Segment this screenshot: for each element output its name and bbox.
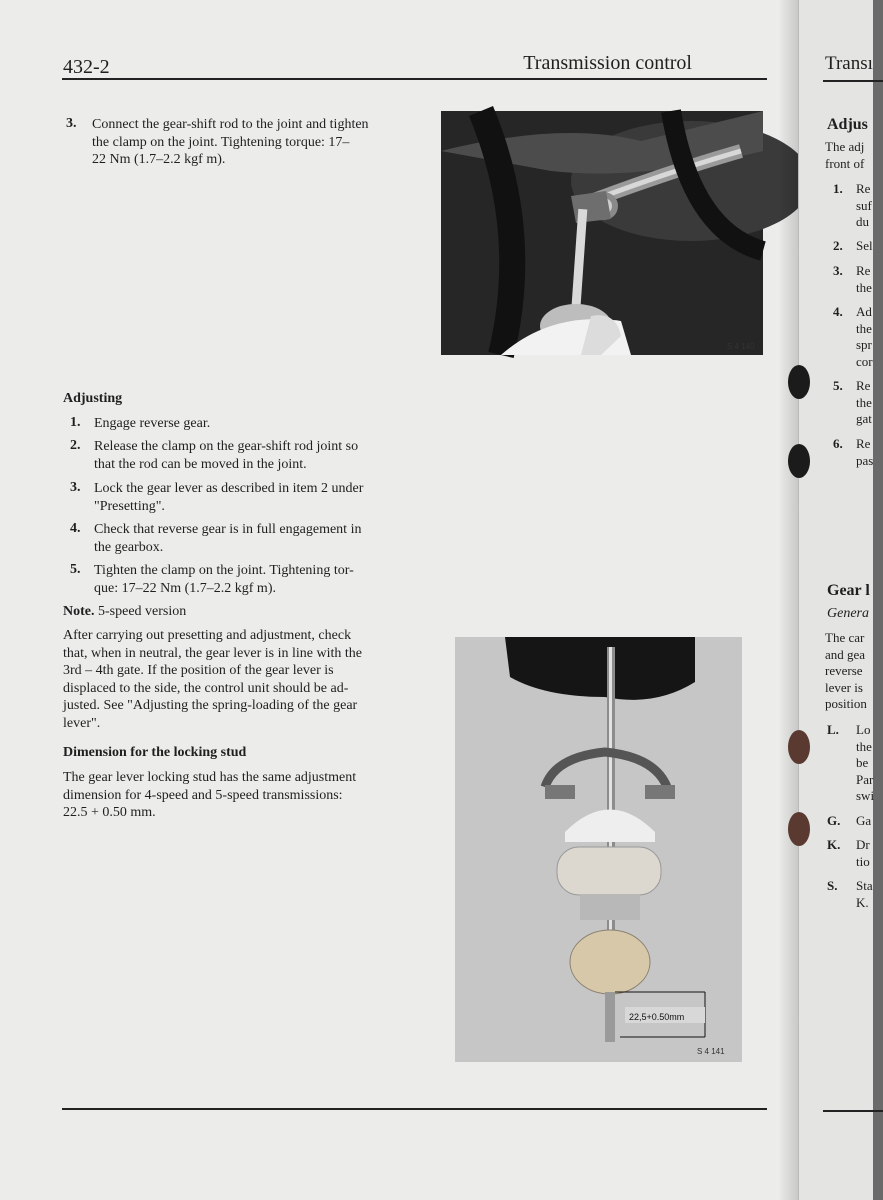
right-item-text [856, 436, 873, 469]
text-line: Connect the gear-shift rod to the joint and tighten [92, 117, 369, 132]
adjust-step5-text [94, 562, 354, 597]
header-rule [62, 78, 767, 80]
text-line: The adj [825, 139, 865, 154]
note-line [63, 603, 186, 621]
text-line: the [856, 320, 872, 336]
dimension-heading: Dimension for the locking stud [63, 745, 247, 760]
text-line: 22 Nm (1.7–2.2 kgf m). [92, 152, 226, 167]
right-item-text [856, 304, 873, 370]
text-line: suf [856, 197, 872, 213]
adjusting-heading: Adjusting [63, 391, 123, 406]
text-line: 22.5 + 0.50 mm. [63, 805, 156, 820]
right-letter: G. [827, 813, 841, 828]
text-line: Re [856, 181, 871, 196]
right-letter-text [856, 722, 874, 805]
binder-hole [788, 812, 810, 846]
text-line: position [825, 696, 867, 711]
text-line: Lock the gear lever as described in item 2 under [94, 481, 364, 496]
right-subheading: Genera [827, 606, 869, 621]
text-line: 3rd – 4th gate. If the position of the gear lever is [63, 663, 334, 678]
adjust-step5-number: 5. [70, 562, 81, 577]
text-line: displaced to the side, the control unit should be ad- [63, 680, 349, 696]
binder-hole [788, 730, 810, 764]
right-paragraph [825, 630, 867, 713]
right-header-fragment: Transı [825, 53, 873, 74]
right-letter: K. [827, 837, 841, 852]
text-line: The gear lever locking stud has the same adjustment [63, 770, 357, 785]
binder-hole [788, 365, 810, 399]
text-line: Engage reverse gear. [94, 416, 211, 431]
text-line: that, when in neutral, the gear lever is in line with the [63, 645, 362, 661]
text-line: dimension for 4-speed and 5-speed transmissions: [63, 787, 343, 803]
text-line: the gearbox. [94, 539, 164, 555]
right-letter: S. [827, 878, 838, 893]
right-letter: L. [827, 722, 839, 737]
text-line: and gea [825, 646, 866, 662]
note-label: Note. [63, 604, 95, 619]
adjust-step3-text [94, 480, 363, 515]
text-line: Dr [856, 837, 870, 852]
right-item-number: 4. [833, 304, 843, 319]
text-line: "Presetting". [94, 498, 165, 514]
right-letter-text [856, 837, 870, 870]
text-line: justed. See "Adjusting the spring-loading of the gear [63, 698, 358, 713]
text-line: tio [856, 853, 870, 869]
text-line: Par [856, 771, 874, 787]
text-line: The car [825, 630, 865, 645]
right-header-rule [823, 80, 883, 82]
text-line: the [856, 394, 872, 410]
right-item-number: 2. [833, 238, 843, 253]
dimension-paragraph [63, 769, 356, 822]
note-text: 5-speed version [98, 604, 187, 619]
text-line: the [856, 738, 872, 754]
text-line: Re [856, 378, 871, 393]
text-line: Ga [856, 813, 872, 828]
text-line: Release the clamp on the gear-shift rod joint so [94, 439, 359, 454]
photo-gearshift-joint [441, 111, 763, 355]
right-item-text [856, 263, 872, 296]
figure1-caption: S 4 140 [727, 342, 755, 351]
text-line: cor [856, 353, 873, 369]
text-line: Sta [856, 878, 873, 893]
text-line: the [856, 279, 872, 295]
text-line: Ad [856, 304, 872, 319]
right-item-text [856, 181, 872, 231]
text-line: reverse [825, 663, 863, 678]
binder-hole [788, 444, 810, 478]
right-footer-rule [823, 1110, 883, 1112]
text-line: After carrying out presetting and adjustment, check [63, 628, 352, 643]
right-item-number: 1. [833, 181, 843, 196]
text-line: spr [856, 337, 872, 352]
right-heading-gear: Gear l [827, 582, 870, 599]
right-intro [825, 139, 864, 172]
adjust-step2-text [94, 438, 358, 473]
text-line: Tighten the clamp on the joint. Tightening tor- [94, 563, 354, 578]
adjust-step1-text [94, 415, 210, 433]
text-line: be [856, 755, 869, 770]
text-line: front of [825, 155, 865, 171]
right-item-number: 6. [833, 436, 843, 451]
photo-gear-lever-locking-stud [455, 637, 742, 1062]
figure2-caption: S 4 141 [697, 1047, 725, 1056]
adjust-step3-number: 3. [70, 480, 81, 495]
after-adjustment-paragraph [63, 627, 362, 732]
step3-number: 3. [66, 116, 77, 131]
page-number: 432-2 [63, 56, 110, 78]
step3-text [92, 116, 369, 169]
text-line: lever is [825, 679, 863, 695]
text-line: du [856, 214, 869, 229]
right-item-text [856, 378, 872, 428]
right-heading-adjust: Adjus [827, 116, 868, 133]
text-line: lever". [63, 715, 101, 731]
text-line: pas [856, 452, 874, 468]
adjust-step2-number: 2. [70, 438, 81, 453]
text-line: swi [856, 788, 875, 803]
locking-stud-dimension-label: 22,5+0.50mm [629, 1012, 685, 1022]
right-page-fragment [798, 0, 873, 1200]
text-line: gat [856, 411, 872, 426]
text-line: that the rod can be moved in the joint. [94, 456, 307, 472]
adjust-step1-number: 1. [70, 415, 81, 430]
adjust-step4-number: 4. [70, 521, 81, 536]
right-item-number: 5. [833, 378, 843, 393]
right-item-number: 3. [833, 263, 843, 278]
text-line: Re [856, 436, 871, 451]
right-letter-text [856, 878, 873, 911]
right-item-text [856, 238, 873, 255]
footer-rule [62, 1108, 767, 1110]
text-line: Sel [856, 238, 873, 253]
text-line: Lo [856, 722, 871, 737]
text-line: the clamp on the joint. Tightening torque: 17– [92, 134, 350, 150]
text-line: Re [856, 263, 871, 278]
adjust-step4-text [94, 521, 361, 556]
text-line: que: 17–22 Nm (1.7–2.2 kgf m). [94, 580, 276, 596]
right-letter-text [856, 813, 871, 830]
text-line: K. [856, 894, 869, 910]
section-title: Transmission control [523, 52, 692, 74]
text-line: Check that reverse gear is in full engagement in [94, 522, 362, 537]
